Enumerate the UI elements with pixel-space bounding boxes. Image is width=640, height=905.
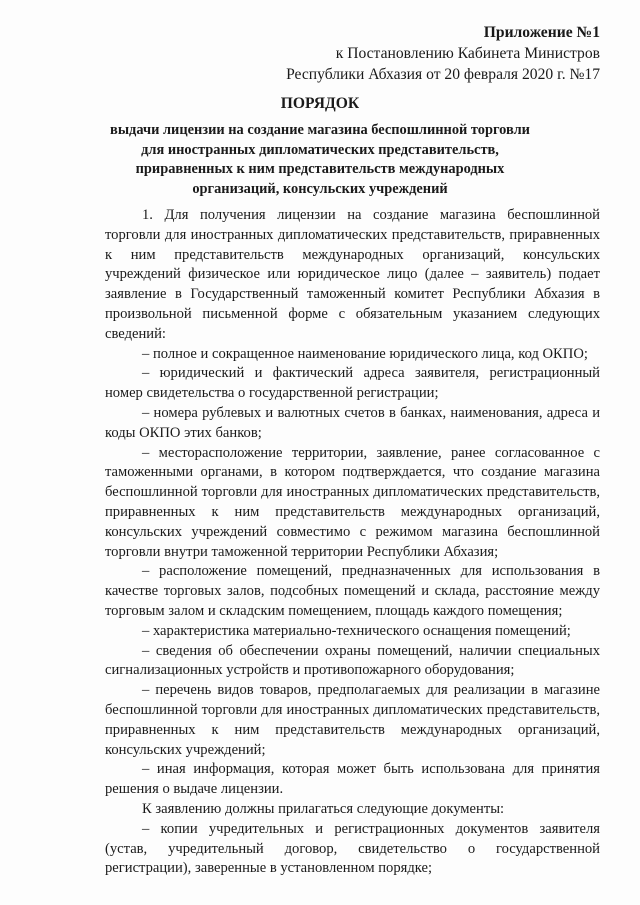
- appendix-header: [286, 22, 600, 85]
- list-item-premises: – расположение помещений, предназначенных для использования в качестве торговых залов, подсобных помещений и склада, расстояние между торговым залом и складским помещением, площадь каждого помещения;: [105, 563, 600, 619]
- list-item-location: – месторасположение территории, заявление, ранее согласованное с таможенными органами, в котором подтверждается, что создание магазина беспошлинной торговли для иностранных дипломатических представительств, приравненных к ним представительств международных организаций, консульских учреждений совместимо с режимом магазина беспошлинной торговли внутри таможенной территории Республики Абхазия;: [105, 444, 600, 560]
- list-item-addresses: – юридический и фактический адреса заявителя, регистрационный номер свидетельства о государственной регистрации;: [105, 365, 600, 402]
- appendix-title: Приложение №1: [483, 24, 600, 41]
- attachments-intro: К заявлению должны прилагаться следующие документы:: [142, 800, 505, 817]
- list-item-equipment: – характеристика материально-технического оснащения помещений;: [142, 622, 571, 639]
- list-item-goods: – перечень видов товаров, предполагаемых для реализации в магазине беспошлинной торговли для иностранных дипломатических представительств, приравненных к ним представительств международных организаций, консульских учреждений;: [105, 682, 600, 758]
- list-item-bank-accounts: – номера рублевых и валютных счетов в банках, наименования, адреса и коды ОКПО этих банков;: [105, 404, 600, 441]
- appendix-reference-line-1: к Постановлению Кабинета Министров: [335, 45, 600, 62]
- document-body: [105, 206, 600, 879]
- attachment-item-founding-docs: – копии учредительных и регистрационных документов заявителя (устав, учредительный договор, свидетельство о государственной регистрации), заверенные в установленном порядке;: [105, 820, 600, 877]
- appendix-reference-line-2: Республики Абхазия от 20 февраля 2020 г. №17: [286, 66, 600, 83]
- document-title: ПОРЯДОК: [280, 95, 360, 112]
- list-item-other-info: – иная информация, которая может быть использована для принятия решения о выдаче лицензии.: [105, 761, 600, 798]
- paragraph-1: 1. Для получения лицензии на создание магазина беспошлинной торговли для иностранных дипломатических представительств, приравненных к ним представительств международных организаций, консульских учреждений физическое или юридическое лицо (далее – заявитель) подает заявление в Государственный таможенный комитет Республики Абхазия в произвольной письменной форме с обязательным указанием следующих сведений:: [105, 207, 600, 342]
- list-item-security: – сведения об обеспечении охраны помещений, наличии специальных сигнализационных устройств и противопожарного оборудования;: [105, 642, 600, 679]
- list-item-okpo: – полное и сокращенное наименование юридического лица, код ОКПО;: [142, 345, 588, 362]
- document-subtitle: выдачи лицензии на создание магазина беспошлинной торговли для иностранных дипломатических представительств, приравненных к ним представительств международных организаций, консульских учреждений: [110, 122, 530, 197]
